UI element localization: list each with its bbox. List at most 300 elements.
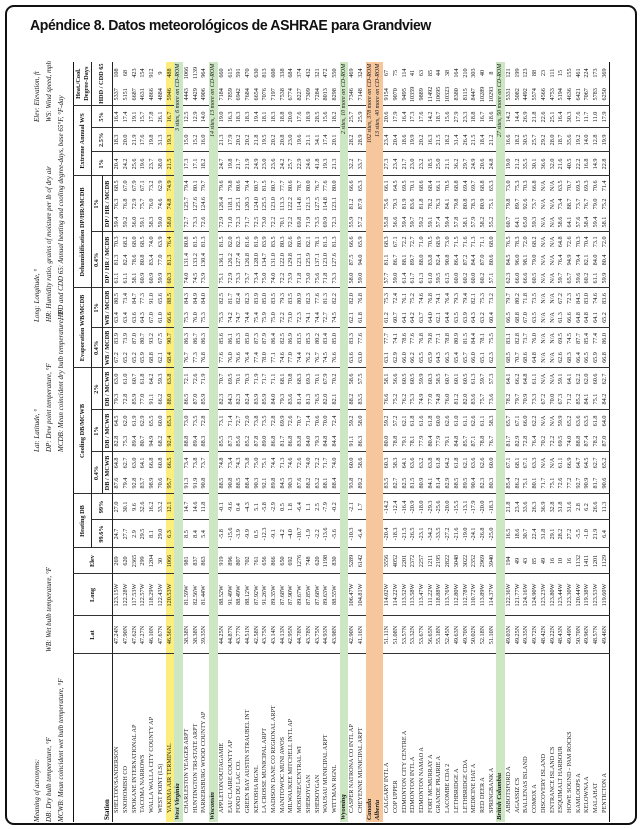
value-cell: 92.175.1 xyxy=(261,452,270,494)
value-cell: 31.6 xyxy=(566,494,575,520)
value-cell: 62.375.5 xyxy=(488,328,497,368)
value-cell: 67.071.8 xyxy=(522,288,531,328)
value-cell: 59.776.464.8 xyxy=(557,232,566,288)
value-cell: 1201 xyxy=(592,548,601,574)
value-cell: 85.971.9 xyxy=(200,368,209,410)
value-cell: 29.7 xyxy=(462,152,471,176)
station-row xyxy=(314,62,323,822)
value-cell: 56.65N xyxy=(427,616,436,654)
value-cell: 21.5 xyxy=(166,152,175,176)
value-cell: 62.669.5 xyxy=(557,328,566,368)
station-name: SNOHOMISH CO xyxy=(122,766,130,813)
value-cell: 15.7 xyxy=(139,106,148,128)
value-cell: 8.5 xyxy=(183,520,192,548)
value-cell: 123.80W xyxy=(549,574,558,616)
value-cell: 75.759.7 xyxy=(479,368,488,410)
value-cell: 83.272.2 xyxy=(314,452,323,494)
value-cell: 3022 xyxy=(462,548,471,574)
col-dehum-1: 1% xyxy=(92,176,103,232)
value-cell: 77.961.6 xyxy=(418,410,427,452)
value-cell: 82.067.9 xyxy=(322,368,331,410)
station-name: COMOX A xyxy=(531,784,539,813)
value-cell: 76.758.3 xyxy=(488,410,497,452)
value-cell: 3048 xyxy=(453,548,462,574)
value-cell: 44.13N xyxy=(279,616,288,654)
value-cell: 43.75N xyxy=(314,616,323,654)
value-cell: 18.2 xyxy=(200,152,209,176)
value-cell: 23.0 xyxy=(409,152,418,176)
value-cell: 95.766.5 xyxy=(166,452,175,494)
value-cell: 117.53W xyxy=(131,574,140,616)
sub-dp-hr-mcdb: DP / HR / MCDB xyxy=(102,176,113,232)
value-cell: 75.985.0 xyxy=(261,288,270,328)
value-cell: 2372 xyxy=(409,548,418,574)
value-cell: 90.374.6 xyxy=(287,452,296,494)
value-cell: 2257 xyxy=(418,548,427,574)
value-cell: 72.3125.180.6 xyxy=(235,176,244,232)
value-cell: 14.6 xyxy=(192,494,201,520)
value-cell: 48.57N xyxy=(592,616,601,654)
value-cell: 60.287.071.1 xyxy=(479,232,488,288)
value-cell: 4052 xyxy=(392,548,401,574)
value-cell: 19.1 xyxy=(131,106,140,128)
station-name: MEDICINE HAT A xyxy=(470,763,478,813)
legend-item: MCDB: Mean coincident dry bulb temperature, °F xyxy=(57,309,65,452)
station-row xyxy=(305,62,314,822)
value-cell: 16.8 xyxy=(583,152,592,176)
station-row xyxy=(183,62,192,822)
value-cell: 24.2 xyxy=(122,152,131,176)
value-cell: 17.6 xyxy=(296,106,305,128)
value-cell: 82.370.7 xyxy=(218,368,227,410)
station-name: CALGARY INTL A xyxy=(383,762,391,813)
value-cell: -25.6 xyxy=(435,494,444,520)
value-cell: 18.8 xyxy=(470,106,479,128)
value-cell: N/AN/A xyxy=(540,288,549,328)
value-cell: 21.6 xyxy=(557,152,566,176)
value-cell: 80.461.8 xyxy=(427,410,436,452)
value-cell: 7284321 xyxy=(314,62,323,106)
value-cell: 49.70N xyxy=(462,616,471,654)
value-cell: 46.10N xyxy=(148,616,157,654)
value-cell: 77.061.8 xyxy=(139,368,148,410)
value-cell: 16.0 xyxy=(200,128,209,152)
value-cell: 2969 xyxy=(479,548,488,574)
sub-db-mcwb: DB / MCWB xyxy=(102,410,113,452)
value-cell: 77.685.6 xyxy=(218,328,227,368)
value-cell: 81.769.9 xyxy=(279,410,288,452)
value-cell: 29.2 xyxy=(540,128,549,152)
station-name: RED DEER A xyxy=(478,777,486,813)
col-ws-1: 1% xyxy=(92,152,113,176)
station-row xyxy=(566,62,575,822)
value-cell: 49.63N xyxy=(453,616,462,654)
value-cell: 58.280.968.8 xyxy=(479,176,488,232)
value-cell: 88.55W xyxy=(331,574,340,616)
value-cell: -5.8 xyxy=(218,520,227,548)
value-cell: 78.857.2 xyxy=(392,410,401,452)
value-cell: 27.0 xyxy=(113,494,122,520)
value-cell: 18.4 xyxy=(479,128,488,152)
value-cell: 113.47W xyxy=(418,574,427,616)
value-cell: 2822 xyxy=(444,548,453,574)
value-cell: 83.670.8 xyxy=(287,368,296,410)
value-cell: 57.978.369.7 xyxy=(470,176,479,232)
value-cell: 1411 xyxy=(583,548,592,574)
station-name: EAU CLAIRE COUNTY AP xyxy=(226,740,234,813)
value-cell: 12.5 xyxy=(183,106,192,128)
value-cell: 61.275.3 xyxy=(383,288,392,328)
value-cell: 21.7 xyxy=(401,152,410,176)
value-cell: 68.893.2 xyxy=(148,328,157,368)
value-cell: 43.78N xyxy=(305,616,314,654)
value-cell: 17.8 xyxy=(148,106,157,128)
value-cell: 87.672.6 xyxy=(296,452,305,494)
value-cell: 123.23W xyxy=(540,574,549,616)
station-name: SHEBOYGAN xyxy=(313,774,321,813)
value-cell: 82.470.3 xyxy=(244,368,253,410)
value-cell: 122.28W xyxy=(122,574,131,616)
value-cell: 78.161.8 xyxy=(409,410,418,452)
value-cell: 4636155 xyxy=(566,62,575,106)
value-cell: 66.084.4 xyxy=(470,328,479,368)
value-cell: 17.6 xyxy=(575,106,584,128)
value-cell: 69.9114.877.6 xyxy=(322,176,331,232)
value-cell: 83.557.5 xyxy=(357,368,366,410)
value-cell: 23.3 xyxy=(462,106,471,128)
value-cell: 17.1 xyxy=(192,152,201,176)
value-cell: 76.485.0 xyxy=(244,328,253,368)
value-cell: 88.561.8 xyxy=(453,452,462,494)
station-name: LETHBRIDGE A xyxy=(452,768,460,813)
value-cell: 87.90W xyxy=(287,574,296,616)
station-row xyxy=(322,62,331,822)
col-evap-1: 1% xyxy=(92,288,103,328)
value-cell: 38.0 xyxy=(157,152,166,176)
value-cell: 64.377.1 xyxy=(435,328,444,368)
value-cell: 72.6124.679.7 xyxy=(200,176,209,232)
col-heating-99: 99% xyxy=(92,494,113,520)
value-cell: 12.9 xyxy=(192,106,201,128)
value-cell: 49.25N xyxy=(514,616,523,654)
value-cell: 83.971.9 xyxy=(253,368,262,410)
value-cell: 55.875.666.1 xyxy=(383,176,392,232)
value-cell: 11.0 xyxy=(592,106,601,128)
value-cell: 68.374.5 xyxy=(566,328,575,368)
value-cell: 34.1 xyxy=(314,128,323,152)
value-cell: 0.5 xyxy=(253,520,262,548)
station-row xyxy=(505,62,514,822)
col-elev: Elev xyxy=(74,548,113,574)
value-cell: 67.359.1 xyxy=(557,368,566,410)
value-cell: 72.861.0 xyxy=(122,368,131,410)
value-cell: 57.673.769.5 xyxy=(575,176,584,232)
value-cell: 18.8 xyxy=(279,106,288,128)
value-cell: 80.059.2 xyxy=(383,410,392,452)
value-cell: -5.5 xyxy=(575,520,584,548)
station-row xyxy=(583,62,592,822)
value-cell: 65.178.1 xyxy=(479,328,488,368)
section-note: 14 sites, 13 more on CD-ROM xyxy=(210,63,217,138)
station-name: LACOMBE CDA 2 xyxy=(444,763,452,813)
station-name: ESQUIMALT HARBOUR xyxy=(557,746,565,813)
value-cell: 25.7 xyxy=(531,128,540,152)
value-cell: 87.68W xyxy=(314,574,323,616)
value-cell: 81.563.6 xyxy=(409,452,418,494)
value-cell: 62.974.1 xyxy=(392,328,401,368)
value-cell: 58.376.073.2 xyxy=(148,176,157,232)
value-cell: 60.282.170.4 xyxy=(583,232,592,288)
value-cell: 21.8 xyxy=(253,128,262,152)
value-cell: 75.167.1 xyxy=(522,452,531,494)
value-cell: 36.2 xyxy=(453,152,462,176)
value-cell: -3.9 xyxy=(235,520,244,548)
value-cell: 76.886.3 xyxy=(200,328,209,368)
col-ws-25: 2.5% xyxy=(92,128,113,152)
value-cell: 86.358.0 xyxy=(357,410,366,452)
value-cell: 866 xyxy=(270,548,279,574)
value-cell: 6.2 xyxy=(583,494,592,520)
value-cell: 61.488.172.2 xyxy=(401,232,410,288)
section-row xyxy=(209,62,218,822)
value-cell: 86.572.1 xyxy=(183,368,192,410)
value-cell: 74.482.3 xyxy=(244,288,253,328)
station-name: MOSINEE/CENTRAL WI xyxy=(296,746,304,813)
value-cell: 48849 xyxy=(157,62,166,106)
value-cell: 123.44W xyxy=(557,574,566,616)
value-cell: -1.9 xyxy=(305,520,314,548)
station-row xyxy=(514,62,523,822)
value-cell: 120.44W xyxy=(575,574,584,616)
value-cell: 92.863.0 xyxy=(131,452,140,494)
value-cell: 80.360.0 xyxy=(488,452,497,494)
value-cell: 59.679.470.3 xyxy=(575,232,584,288)
value-cell: N/AN/A xyxy=(549,288,558,328)
value-cell: 27.7 xyxy=(122,520,131,548)
station-name: SPOKANE INTERNATIONAL AP xyxy=(130,724,138,813)
station-row xyxy=(479,62,488,822)
value-cell: 4906964 xyxy=(200,62,209,106)
value-cell: 29.0 xyxy=(157,520,166,548)
value-cell: 8.4 xyxy=(192,520,201,548)
value-cell: 52.45N xyxy=(444,616,453,654)
station-name: MILWAUKEE MITCHELL INTL AP xyxy=(287,718,295,813)
value-cell: 124.16W xyxy=(522,574,531,616)
value-cell: 63.177.7 xyxy=(383,328,392,368)
value-cell: 118.88W xyxy=(435,574,444,616)
section-label: West Virginia xyxy=(174,783,182,820)
value-cell: 60.772.4 xyxy=(392,288,401,328)
value-cell: 89.562.1 xyxy=(462,452,471,494)
value-cell: 20.0 xyxy=(287,106,296,128)
value-cell: 82.060.5 xyxy=(462,368,471,410)
value-cell: 761 xyxy=(253,548,262,574)
station-name: SHELTON/SANDERSON xyxy=(113,746,121,813)
value-cell: 47.67N xyxy=(157,616,166,654)
value-cell: -14.2 xyxy=(383,494,392,520)
value-cell: 74.959.9 xyxy=(418,368,427,410)
value-cell: 21.2 xyxy=(514,152,523,176)
value-cell: 59.980.472.0 xyxy=(601,232,610,288)
value-cell: 89.67W xyxy=(296,574,305,616)
value-cell: -12.4 xyxy=(392,494,401,520)
value-cell: 72.2N/A xyxy=(549,410,558,452)
value-cell: 33.7 xyxy=(357,152,366,176)
value-cell: 15.6 xyxy=(322,106,331,128)
station-row xyxy=(453,62,462,822)
station-row xyxy=(253,62,262,822)
section-note: 13 sites, 40 more on CD-ROM xyxy=(375,63,382,138)
value-cell: 9495114 xyxy=(401,62,410,106)
value-cell: 24.7 xyxy=(113,520,122,548)
value-cell: 16 xyxy=(549,548,558,574)
station-row xyxy=(244,62,253,822)
value-cell: 51.11N xyxy=(383,616,392,654)
value-cell: 74.583.4 xyxy=(322,328,331,368)
value-cell: 74.682.5 xyxy=(279,328,288,368)
value-cell: 26.9 xyxy=(522,106,531,128)
station-row xyxy=(287,62,296,822)
value-cell: 21.1 xyxy=(444,152,453,176)
value-cell: 59.178.268.4 xyxy=(427,176,436,232)
value-cell: 81.369.3 xyxy=(305,368,314,410)
value-cell: -18.3 xyxy=(392,520,401,548)
value-cell: 87.68W xyxy=(279,574,288,616)
station-row xyxy=(522,62,531,822)
value-cell: 73.0125.982.1 xyxy=(305,232,314,288)
value-cell: 20.2 xyxy=(235,128,244,152)
value-cell: 29.5 xyxy=(139,520,148,548)
value-cell: 33.2 xyxy=(157,494,166,520)
value-cell: 5289 xyxy=(348,548,357,574)
value-cell: 74.782.4 xyxy=(235,288,244,328)
value-cell: 65.781.5 xyxy=(462,328,471,368)
value-cell: 27.2 xyxy=(566,520,575,548)
value-cell: 7197608 xyxy=(270,62,279,106)
value-cell: 61.367.2 xyxy=(557,288,566,328)
value-cell: 1069544 xyxy=(435,62,444,106)
value-cell: 18.3 xyxy=(235,106,244,128)
station-name: CASPER NATRONA CO INTL AP xyxy=(348,724,356,813)
value-cell: 60.980.868.5 xyxy=(139,232,148,288)
value-cell: 74.0131.083.5 xyxy=(270,232,279,288)
value-cell: 9.6 xyxy=(131,494,140,520)
value-cell: 85 xyxy=(531,548,540,574)
station-name: CHARLESTON YEAGER ARPT xyxy=(183,728,190,813)
value-cell: 919 xyxy=(218,548,227,574)
value-cell: 59.977.063.9 xyxy=(157,232,166,288)
value-cell: 50.02N xyxy=(470,616,479,654)
section-label: Wisconsin xyxy=(209,792,217,820)
value-cell: 7684470 xyxy=(244,62,253,106)
value-cell: 18.7 xyxy=(557,128,566,152)
value-cell: 75.360.5 xyxy=(409,368,418,410)
station-row xyxy=(549,62,558,822)
value-cell: 1211 xyxy=(427,548,436,574)
value-cell: 70.2N/A xyxy=(540,410,549,452)
value-cell: 1035941 xyxy=(409,62,418,106)
value-cell: 60.381.376.4 xyxy=(166,232,175,288)
station-name: DISCOVERY ISLAND xyxy=(539,753,547,813)
value-cell: 30.1 xyxy=(122,494,131,520)
value-cell: 11.7 xyxy=(583,106,592,128)
value-cell: 47.27N xyxy=(139,616,148,654)
value-cell: -26.8 xyxy=(479,520,488,548)
value-cell: 84.071.4 xyxy=(305,410,314,452)
value-cell: 79.462.7 xyxy=(122,452,131,494)
value-cell: 65.273.9 xyxy=(122,328,131,368)
value-cell: 1129 xyxy=(601,548,610,574)
value-cell: -21.6 xyxy=(453,520,462,548)
value-cell: 64.176.1 xyxy=(401,288,410,328)
value-cell: 71.7120.379.4 xyxy=(244,176,253,232)
value-cell: 80.963.2 xyxy=(418,452,427,494)
value-cell: N/AN/AN/A xyxy=(540,176,549,232)
value-cell: 14.7 xyxy=(183,494,192,520)
station-name: KELOWNA A xyxy=(583,776,591,813)
value-cell: 56.072.967.9 xyxy=(131,176,140,232)
value-cell: 18.1 xyxy=(261,106,270,128)
value-cell: 40.5 xyxy=(566,152,575,176)
value-cell: 49.49N xyxy=(566,616,575,654)
value-cell: 59.582.468.9 xyxy=(435,232,444,288)
value-cell: 66.259.3 xyxy=(157,368,166,410)
value-cell: 85.262.2 xyxy=(575,368,584,410)
value-cell: 7076813 xyxy=(261,62,270,106)
value-cell: 61.876.8 xyxy=(357,288,366,328)
group-degree-days: Heat./Cool. Degree-Days xyxy=(74,62,92,106)
value-cell: 8013472 xyxy=(322,62,331,106)
value-cell: 17.6 xyxy=(139,128,148,152)
value-cell: 14.2 xyxy=(427,106,436,128)
value-cell: 20.2 xyxy=(244,128,253,152)
value-cell: 2.5 xyxy=(314,494,323,520)
station-row xyxy=(157,62,166,822)
value-cell: 88.274.0 xyxy=(305,452,314,494)
value-cell: 915467 xyxy=(383,62,392,106)
value-cell: 4492123 xyxy=(522,62,531,106)
value-cell: -2.9 xyxy=(270,494,279,520)
value-cell: 120.53W xyxy=(166,574,175,616)
rotated-table-area xyxy=(29,62,607,822)
value-cell: 2195 xyxy=(435,548,444,574)
value-cell: 87.873.8 xyxy=(253,410,262,452)
value-cell: 30.3 xyxy=(566,106,575,128)
value-cell: 123.30W xyxy=(566,574,575,616)
value-cell: -34.2 xyxy=(427,520,436,548)
value-cell: 28.2 xyxy=(557,520,566,548)
value-cell: 17.3 xyxy=(409,106,418,128)
value-cell: 98.966.8 xyxy=(148,452,157,494)
value-cell: 82.964.2 xyxy=(444,452,453,494)
value-cell: 84.472.4 xyxy=(331,410,340,452)
station-row xyxy=(113,62,122,822)
value-cell: 1149285 xyxy=(427,62,436,106)
value-cell: 620 xyxy=(314,548,323,574)
station-name: MANITOWOC MUNI AWOS xyxy=(278,736,286,813)
value-cell: 1028940 xyxy=(479,62,488,106)
station-name: KAMLOOPS A xyxy=(574,773,582,813)
value-cell: 75.1136.181.5 xyxy=(218,232,227,288)
value-cell: 18.7 xyxy=(435,106,444,128)
value-cell: 82.564.1 xyxy=(401,452,410,494)
value-cell: -20.0 xyxy=(444,494,453,520)
value-cell: 55.981.266.6 xyxy=(348,176,357,232)
value-cell: 2.8 xyxy=(575,494,584,520)
value-cell: 21.5 xyxy=(470,128,479,152)
value-cell: 124.90W xyxy=(531,574,540,616)
value-cell: 23.2 xyxy=(418,152,427,176)
